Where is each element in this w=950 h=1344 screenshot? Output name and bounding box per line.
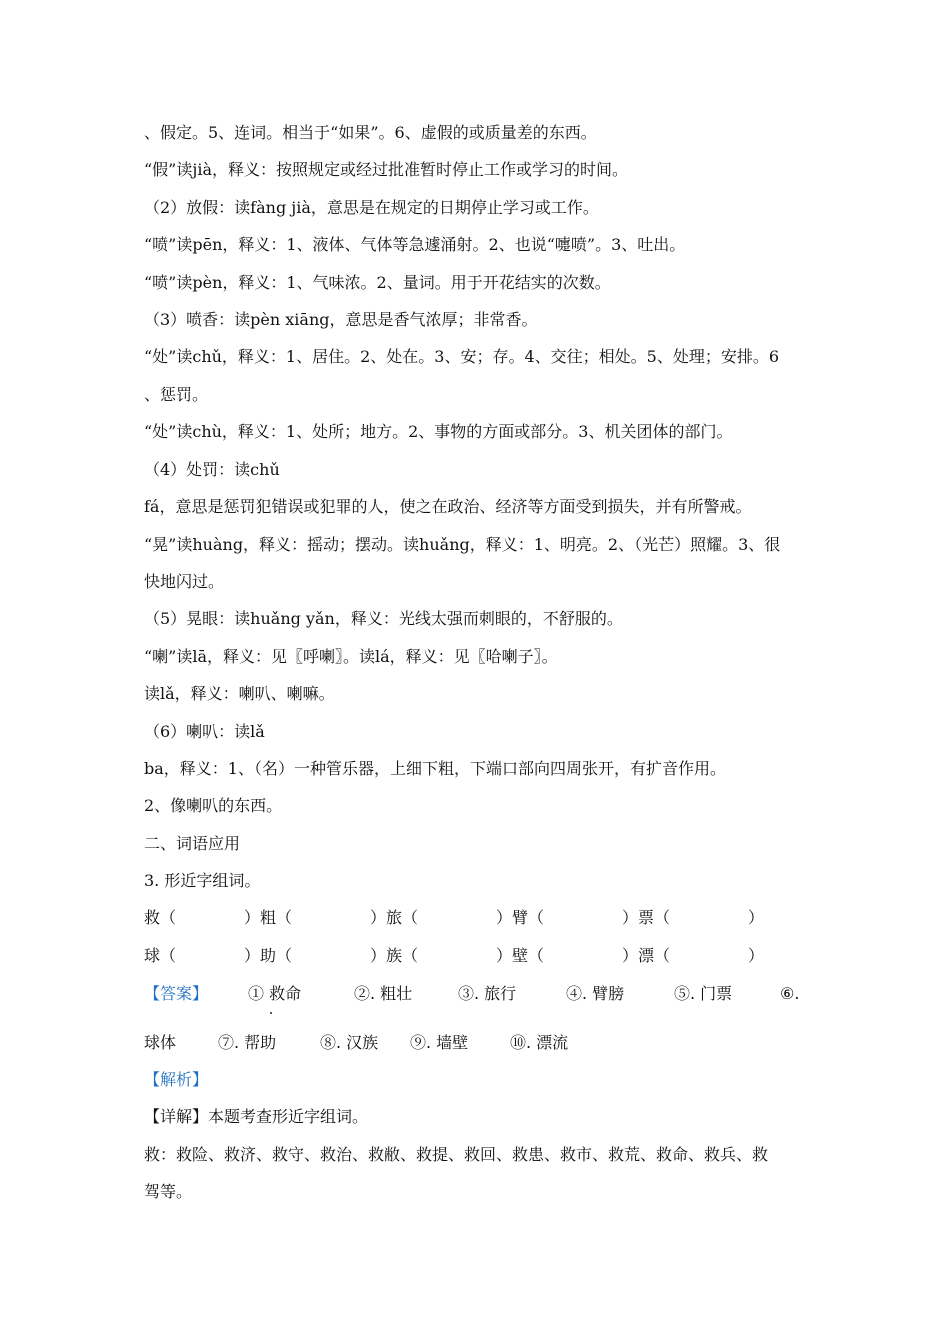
grid-cell: ）票（: [622, 908, 671, 927]
answer-item: ②. 粗壮: [354, 984, 413, 1003]
grid-cell: ）: [748, 946, 765, 965]
answer-item: ③. 旅行: [458, 984, 517, 1003]
text-line: “喷”读pèn，释义：1、气味浓。2、量词。用于开花结实的次数。: [144, 273, 611, 292]
answer-item: ⑦. 帮助: [218, 1033, 277, 1052]
section-heading: 二、词语应用: [144, 834, 241, 853]
grid-cell: ）: [748, 908, 765, 927]
analysis-detail: 【详解】本题考查形近字组词。: [144, 1107, 369, 1126]
grid-cell: 救（: [144, 908, 177, 927]
analysis-label: 【解析】: [144, 1070, 209, 1089]
text-line: “假”读jià，释义：按照规定或经过批准暂时停止工作或学习的时间。: [144, 160, 628, 179]
text-line: 驾等。: [144, 1182, 193, 1201]
grid-cell: ）族（: [370, 946, 419, 965]
text-line: ba，释义：1、（名）一种管乐器，上细下粗，下端口部向四周张开，有扩音作用。: [144, 759, 726, 778]
text-line: 、假定。5、连词。相当于“如果”。6、虚假的或质量差的东西。: [144, 123, 597, 142]
answer-item: ⑤. 门票: [674, 984, 733, 1003]
text-line: （2）放假：读fàng jià，意思是在规定的日期停止学习或工作。: [144, 198, 599, 217]
answer-item: ⑩. 漂流: [510, 1033, 569, 1052]
text-line: （4）处罚：读chǔ: [144, 460, 280, 479]
text-line: 快地闪过。: [144, 572, 225, 591]
grid-cell: 球（: [144, 946, 177, 965]
grid-cell: ）臂（: [496, 908, 545, 927]
text-line: （6）喇叭：读lǎ: [144, 722, 265, 741]
answer-item: ⑧. 汉族: [320, 1033, 379, 1052]
answer-item: 球体: [144, 1033, 177, 1052]
answer-item: ⑥.: [780, 984, 800, 1003]
grid-cell: ）粗（: [244, 908, 293, 927]
answer-item: ① 救命: [248, 984, 302, 1003]
text-line: fá，意思是惩罚犯错误或犯罪的人，使之在政治、经济等方面受到损失，并有所警戒。: [144, 497, 752, 516]
emphasis-dot: [270, 1012, 272, 1014]
answer-label: 【答案】: [144, 984, 209, 1003]
grid-cell: ）助（: [244, 946, 293, 965]
text-line: （5）晃眼：读huǎng yǎn，释义：光线太强而刺眼的，不舒服的。: [144, 609, 623, 628]
grid-cell: ）旅（: [370, 908, 419, 927]
question-title: 3. 形近字组词。: [144, 871, 261, 890]
text-line: “处”读chù，释义：1、处所；地方。2、事物的方面或部分。3、机关团体的部门。: [144, 422, 733, 441]
answer-item: ⑨. 墙壁: [410, 1033, 469, 1052]
text-line: 读lǎ，释义：喇叭、喇嘛。: [144, 684, 335, 703]
text-line: “喷”读pēn，释义：1、液体、气体等急遽涌射。2、也说“嚏喷”。3、吐出。: [144, 235, 686, 254]
text-line: “喇”读lā，释义：见〖呼喇〗。读lá，释义：见〖哈喇子〗。: [144, 647, 558, 666]
text-line: “处”读chǔ，释义：1、居住。2、处在。3、安；存。4、交往；相处。5、处理；安排。6: [144, 347, 780, 366]
answer-item: ④. 臂膀: [566, 984, 625, 1003]
text-line: 2、像喇叭的东西。: [144, 796, 283, 815]
text-line: 、惩罚。: [144, 385, 209, 404]
text-line: （3）喷香：读pèn xiāng，意思是香气浓厚；非常香。: [144, 310, 538, 329]
grid-cell: ）壁（: [496, 946, 545, 965]
text-line: “晃”读huàng，释义：摇动；摆动。读huǎng，释义：1、明亮。2、（光芒）照耀。3、很: [144, 535, 781, 554]
text-line: 救：救险、救济、救守、救治、救敝、救提、救回、救患、救市、救荒、救命、救兵、救: [144, 1145, 769, 1164]
grid-cell: ）漂（: [622, 946, 671, 965]
